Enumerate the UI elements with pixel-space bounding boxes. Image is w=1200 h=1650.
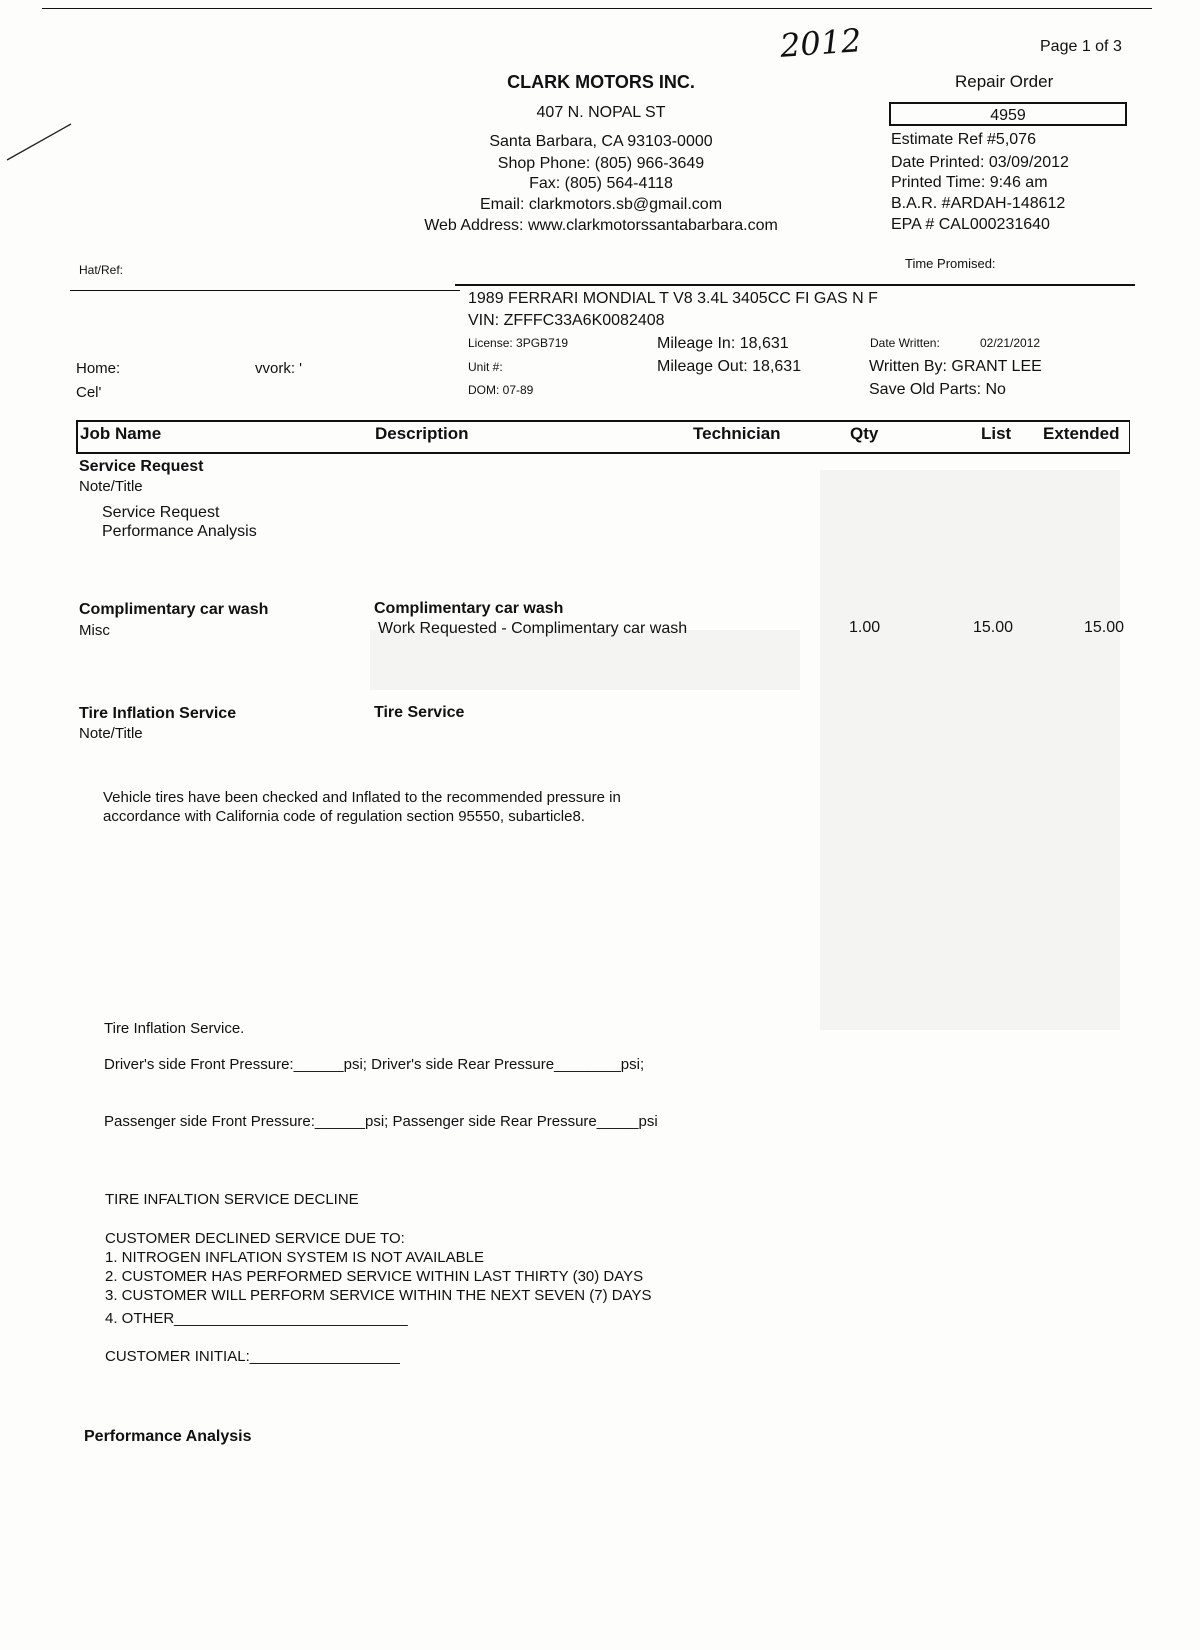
save-old-parts: Save Old Parts: No xyxy=(869,381,1006,398)
decline-reason-3: 3. CUSTOMER WILL PERFORM SERVICE WITHIN THE NEXT SEVEN (7) DAYS xyxy=(105,1287,652,1304)
car-wash-extended-price: 15.00 xyxy=(1084,619,1125,636)
shop-email: Email: clarkmotors.sb@gmail.com xyxy=(479,196,723,213)
cell-phone-label: Cel' xyxy=(76,384,102,401)
date-printed: Date Printed: 03/09/2012 xyxy=(891,154,1069,171)
decline-title: TIRE INFALTION SERVICE DECLINE xyxy=(105,1191,359,1208)
handwritten-year: 2012 xyxy=(778,21,863,65)
mileage-out: Mileage Out: 18,631 xyxy=(657,358,802,375)
hat-ref-label: Hat/Ref: xyxy=(79,263,124,277)
car-wash-list-price: 15.00 xyxy=(973,619,1014,636)
repair-order-title: Repair Order xyxy=(955,72,1054,91)
tire-form-title: Tire Inflation Service. xyxy=(104,1020,245,1037)
decline-reason-1: 1. NITROGEN INFLATION SYSTEM IS NOT AVAILABLE xyxy=(105,1249,484,1266)
shop-address-line1: 407 N. NOPAL ST xyxy=(536,104,666,121)
car-wash-detail: Work Requested - Complimentary car wash xyxy=(378,620,688,637)
bleed-through-block xyxy=(370,630,800,690)
date-of-manufacture: DOM: 07-89 xyxy=(468,383,534,397)
passenger-side-pressure-line: Passenger side Front Pressure:______psi; Passenger side Rear Pressure_____psi xyxy=(104,1113,658,1130)
tire-service-description: Tire Service xyxy=(374,704,465,721)
column-header-extended: Extended xyxy=(1043,424,1120,443)
estimate-ref: Estimate Ref #5,076 xyxy=(891,131,1036,148)
mileage-in: Mileage In: 18,631 xyxy=(657,335,789,352)
epa-number: EPA # CAL000231640 xyxy=(891,216,1050,233)
header-divider-upper xyxy=(455,284,1135,286)
vehicle-description: 1989 FERRARI MONDIAL T V8 3.4L 3405CC FI GAS N F xyxy=(468,290,878,307)
time-promised-label: Time Promised: xyxy=(905,256,996,271)
job-type-tire-inflation: Note/Title xyxy=(79,725,143,742)
column-header-technician: Technician xyxy=(693,424,781,443)
tire-note-line1: Vehicle tires have been checked and Inflated to the recommended pressure in xyxy=(103,789,621,806)
pen-stroke-mark xyxy=(5,118,85,168)
date-written-label: Date Written: xyxy=(870,336,940,350)
car-wash-qty: 1.00 xyxy=(849,619,881,636)
bar-number: B.A.R. #ARDAH-148612 xyxy=(891,195,1066,212)
bleed-through-block xyxy=(820,470,1120,1030)
top-border-line xyxy=(42,8,1152,9)
car-wash-description: Complimentary car wash xyxy=(374,600,564,617)
column-header-job-name: Job Name xyxy=(80,424,162,443)
repair-order-number-box: 4959 xyxy=(889,102,1127,126)
unit-number: Unit #: xyxy=(468,360,503,374)
job-type-service-request: Note/Title xyxy=(79,478,143,495)
work-phone-label: vvork: ' xyxy=(255,360,303,377)
job-name-tire-inflation: Tire Inflation Service xyxy=(79,705,237,722)
home-phone-label: Home: xyxy=(76,360,121,377)
shop-phone: Shop Phone: (805) 966-3649 xyxy=(497,155,705,172)
customer-initial-line: CUSTOMER INITIAL:__________________ xyxy=(105,1348,400,1365)
shop-web-address: Web Address: www.clarkmotorssantabarbara.com xyxy=(424,217,778,234)
date-written-value: 02/21/2012 xyxy=(980,336,1041,350)
vehicle-vin: VIN: ZFFFC33A6K0082408 xyxy=(468,312,665,329)
service-request-line1: Service Request xyxy=(102,504,220,521)
written-by: Written By: GRANT LEE xyxy=(869,358,1042,375)
tire-note-line2: accordance with California code of regulation section 95550, subarticle8. xyxy=(103,808,585,825)
column-header-list: List xyxy=(981,424,1012,443)
table-header xyxy=(76,420,1130,454)
shop-address-line2: Santa Barbara, CA 93103-0000 xyxy=(489,133,713,150)
job-name-car-wash: Complimentary car wash xyxy=(79,601,269,618)
shop-fax: Fax: (805) 564-4118 xyxy=(529,175,673,192)
declined-due-to: CUSTOMER DECLINED SERVICE DUE TO: xyxy=(105,1230,405,1247)
printed-time: Printed Time: 9:46 am xyxy=(891,174,1048,191)
page-number: Page 1 of 3 xyxy=(1040,38,1122,55)
header-divider-lower xyxy=(70,290,460,291)
job-name-performance-analysis: Performance Analysis xyxy=(84,1428,252,1445)
decline-reason-4: 4. OTHER____________________________ xyxy=(105,1310,408,1327)
shop-name: CLARK MOTORS INC. xyxy=(507,72,695,92)
service-request-line2: Performance Analysis xyxy=(102,523,257,540)
driver-side-pressure-line: Driver's side Front Pressure:______psi; Driver's side Rear Pressure________psi; xyxy=(104,1056,645,1073)
column-header-description: Description xyxy=(375,424,469,443)
job-name-service-request: Service Request xyxy=(79,458,204,475)
column-header-qty: Qty xyxy=(850,424,879,443)
job-type-car-wash: Misc xyxy=(79,622,110,639)
decline-reason-2: 2. CUSTOMER HAS PERFORMED SERVICE WITHIN LAST THIRTY (30) DAYS xyxy=(105,1268,644,1285)
license-plate: License: 3PGB719 xyxy=(468,336,569,350)
